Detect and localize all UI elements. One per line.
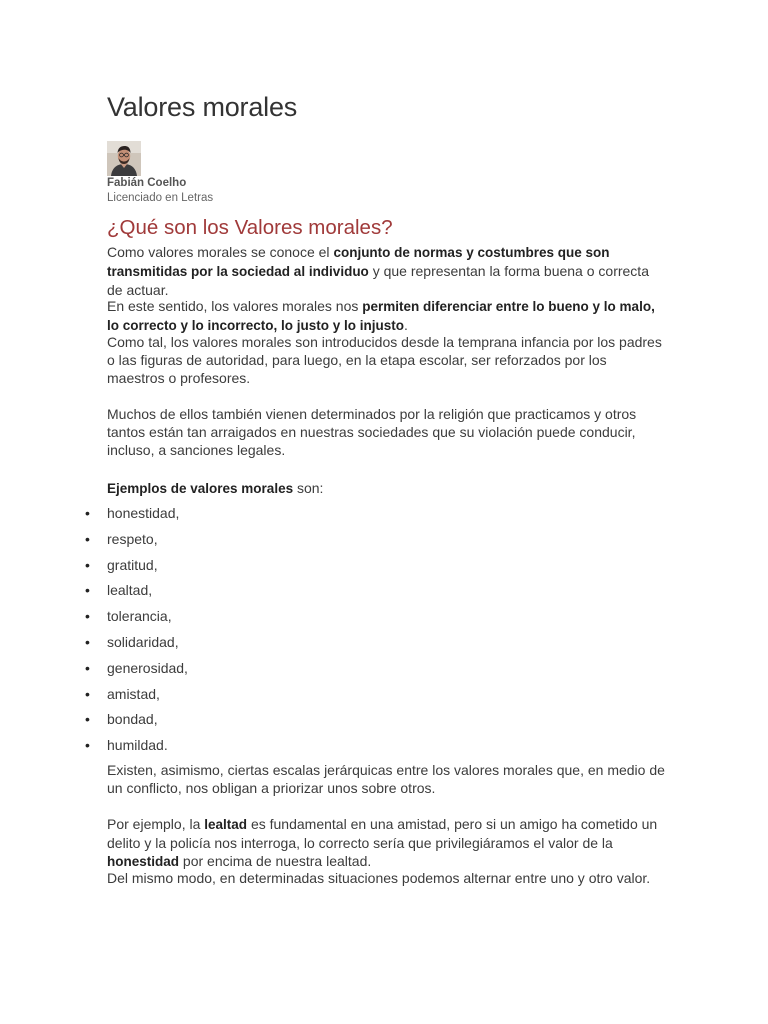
bullet-icon: • bbox=[85, 582, 90, 599]
author-photo bbox=[107, 141, 141, 176]
paragraph-religion: Muchos de ellos también vienen determinados por la religión que practicamos y otros tantos están tan arraigados en nuestras sociedades que su violación puede conducir, incluso, a sanciones legales. bbox=[107, 406, 637, 458]
list-item-text: honestidad, bbox=[107, 505, 180, 521]
bullet-icon: • bbox=[85, 530, 90, 547]
list-item bbox=[85, 504, 188, 530]
paragraph-text: por encima de nuestra lealtad. bbox=[179, 853, 372, 869]
list-item-text: respeto, bbox=[107, 530, 158, 547]
paragraph-definition bbox=[107, 243, 667, 299]
page-title: Valores morales bbox=[107, 92, 298, 122]
author-name: Fabián Coelho bbox=[107, 177, 187, 189]
bullet-icon: • bbox=[85, 737, 90, 754]
list-item bbox=[85, 736, 188, 762]
paragraph-alternate: Del mismo modo, en determinadas situaciones podemos alternar entre uno y otro valor. bbox=[107, 870, 651, 886]
section-heading: ¿Qué son los Valores morales? bbox=[107, 216, 393, 239]
list-item-text: generosidad, bbox=[107, 659, 188, 676]
list-item-text: solidaridad, bbox=[107, 633, 179, 650]
bullet-icon: • bbox=[85, 685, 90, 702]
list-item-text: gratitud, bbox=[107, 556, 158, 573]
values-list bbox=[85, 504, 188, 762]
bold-text: Ejemplos de valores morales bbox=[107, 481, 294, 496]
paragraph-origin: Como tal, los valores morales son introducidos desde la temprana infancia por los padres o las figuras de autoridad, para luego, en la etapa escolar, ser reforzados por los maestros o profesores. bbox=[107, 334, 662, 386]
list-item-text: bondad, bbox=[107, 711, 158, 728]
paragraph-text: y que representan la forma buena o correcta de actuar. bbox=[107, 263, 649, 298]
author-role: Licenciado en Letras bbox=[107, 192, 214, 204]
paragraph-text: . bbox=[404, 317, 408, 333]
paragraph-distinguish bbox=[107, 297, 667, 335]
list-item bbox=[85, 607, 188, 633]
bold-text: conjunto de normas y costumbres que son transmitidas por la sociedad al individuo bbox=[107, 245, 610, 279]
list-item bbox=[85, 710, 188, 736]
paragraph-text: son: bbox=[293, 480, 324, 496]
list-item bbox=[85, 556, 188, 582]
list-item bbox=[85, 633, 188, 659]
paragraph-example bbox=[107, 815, 667, 871]
bold-text: lealtad bbox=[204, 817, 248, 832]
list-item-text: tolerancia, bbox=[107, 608, 172, 625]
examples-intro bbox=[107, 479, 323, 498]
paragraph-text: En este sentido, los valores morales nos bbox=[107, 298, 363, 314]
list-item bbox=[85, 530, 188, 556]
list-item-text: amistad, bbox=[107, 685, 160, 702]
bold-text: permiten diferenciar entre lo bueno y lo malo, lo correcto y lo incorrecto, lo justo y lo injusto bbox=[107, 299, 655, 333]
bullet-icon: • bbox=[85, 505, 90, 521]
list-item bbox=[85, 659, 188, 685]
bold-text: honestidad bbox=[107, 854, 180, 869]
bullet-icon: • bbox=[85, 633, 90, 650]
list-item-text: humildad. bbox=[107, 737, 168, 754]
paragraph-text: Por ejemplo, la bbox=[107, 816, 205, 832]
paragraph-hierarchy: Existen, asimismo, ciertas escalas jerárquicas entre los valores morales que, en medio de un conflicto, nos obligan a priorizar unos sobre otros. bbox=[107, 762, 665, 796]
bullet-icon: • bbox=[85, 608, 90, 625]
paragraph-text: es fundamental en una amistad, pero si un amigo ha cometido un delito y la policía nos interroga, lo correcto sería que privilegiáramos el valor de la bbox=[107, 816, 658, 851]
author-avatar bbox=[107, 141, 141, 176]
bullet-icon: • bbox=[85, 659, 90, 676]
list-item bbox=[85, 581, 188, 607]
paragraph-text: Como valores morales se conoce el bbox=[107, 244, 334, 260]
bullet-icon: • bbox=[85, 711, 90, 728]
bullet-icon: • bbox=[85, 556, 90, 573]
list-item bbox=[85, 685, 188, 711]
list-item-text: lealtad, bbox=[107, 582, 153, 599]
